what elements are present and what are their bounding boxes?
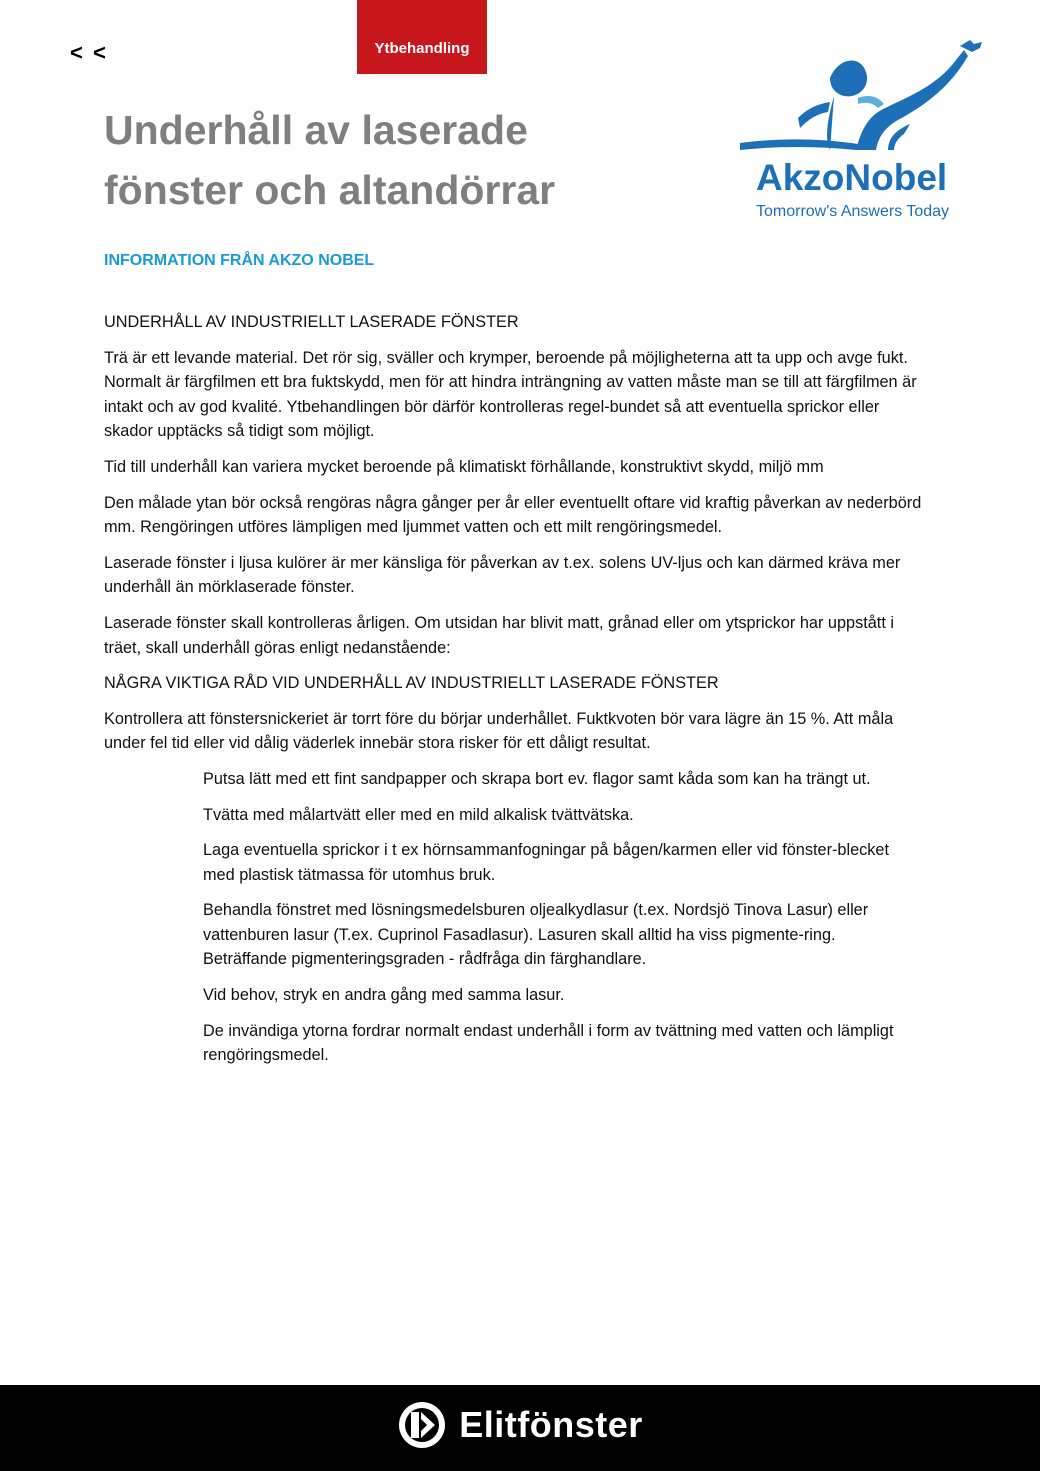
step-list: [203, 767, 919, 1068]
step-item: Putsa lätt med ett fint sandpapper och skrapa bort ev. flagor samt kåda som kan ha trängt ut.: [203, 769, 871, 788]
section-heading-2: NÅGRA VIKTIGA RÅD VID UNDERHÅLL AV INDUSTRIELLT LASERADE FÖNSTER: [104, 674, 719, 693]
elitfonster-logo: [397, 1400, 643, 1450]
paragraph: Laserade fönster i ljusa kulörer är mer känsliga för påverkan av t.ex. solens UV-ljus och kan därmed kräva mer underhåll än mörklaserade fönster.: [104, 553, 901, 597]
footer-brand-text: Elitfönster: [459, 1404, 643, 1445]
section-heading-1: UNDERHÅLL AV INDUSTRIELLT LASERADE FÖNSTER: [104, 313, 519, 331]
page-title-line1: Underhåll av laserade: [104, 107, 528, 153]
step-item: Laga eventuella sprickor i t ex hörnsammanfogningar på bågen/karmen eller vid fönster-blecket med plastisk tätmassa för utomhus bruk.: [203, 841, 889, 884]
page-title: [104, 100, 664, 220]
akzonobel-figure-icon: [738, 38, 988, 228]
elitfonster-logo-icon: [397, 1400, 447, 1450]
article-body: [104, 310, 924, 1079]
back-link[interactable]: < <: [70, 40, 108, 65]
step-item: Tvätta med målartvätt eller med en mild alkalisk tvättvätska.: [203, 805, 634, 824]
section-tab-badge: [357, 0, 487, 74]
step-item: De invändiga ytorna fordrar normalt endast underhåll i form av tvättning med vatten och lämpligt rengöringsmedel.: [203, 1021, 894, 1065]
page-subtitle: INFORMATION FRÅN AKZO NOBEL: [104, 252, 375, 269]
intro-paragraph: Kontrollera att fönstersnickeriet är torrt före du börjar underhållet. Fuktkvoten bör vara lägre än 15 %. Att måla under fel tid eller vid dålig väderlek innebär stora risker för ett dåligt resultat.: [104, 709, 894, 753]
step-item: Vid behov, stryk en andra gång med samma lasur.: [203, 986, 565, 1005]
page-title-line2: fönster och altandörrar: [104, 167, 556, 213]
akzonobel-logo: [738, 38, 988, 228]
paragraph: Tid till underhåll kan variera mycket beroende på klimatiskt förhållande, konstruktivt skydd, miljö mm: [104, 457, 824, 476]
section-tab-label: Ytbehandling: [374, 39, 470, 57]
paragraph: Laserade fönster skall kontrolleras årligen. Om utsidan har blivit matt, grånad eller om ytsprickor har uppstått i träet, skall underhåll göras enligt nedanstående:: [104, 613, 894, 657]
akzonobel-tagline-text: Tomorrow's Answers Today: [756, 203, 950, 220]
akzonobel-brand-text: AkzoNobel: [756, 157, 948, 198]
paragraph: Den målade ytan bör också rengöras några gånger per år eller eventuellt oftare vid kraftig påverkan av nederbörd mm. Rengöringen utföres lämpligen med ljummet vatten och ett milt rengöringsmedel.: [104, 493, 922, 537]
step-item: Behandla fönstret med lösningsmedelsburen oljealkydlasur (t.ex. Nordsjö Tinova Lasur) eller vattenburen lasur (T.ex. Cuprinol Fasadlasur). Lasuren skall alltid ha viss pigmente-ring. Beträffande pigmenteringsgraden - rådfråga din färghandlare.: [203, 901, 869, 969]
paragraph: Trä är ett levande material. Det rör sig, sväller och krymper, beroende på möjligheterna att ta upp och avge fukt. Normalt är färgfilmen ett bra fuktskydd, men för att hindra inträngning av vatten måste man se till att färgfilmen är intakt och av god kvalité. Ytbehandlingen bör därför kontrolleras regel-bundet så att eventuella sprickor eller skador upptäcks så tidigt som möjligt.: [104, 348, 917, 441]
footer-bar: [0, 1385, 1040, 1471]
